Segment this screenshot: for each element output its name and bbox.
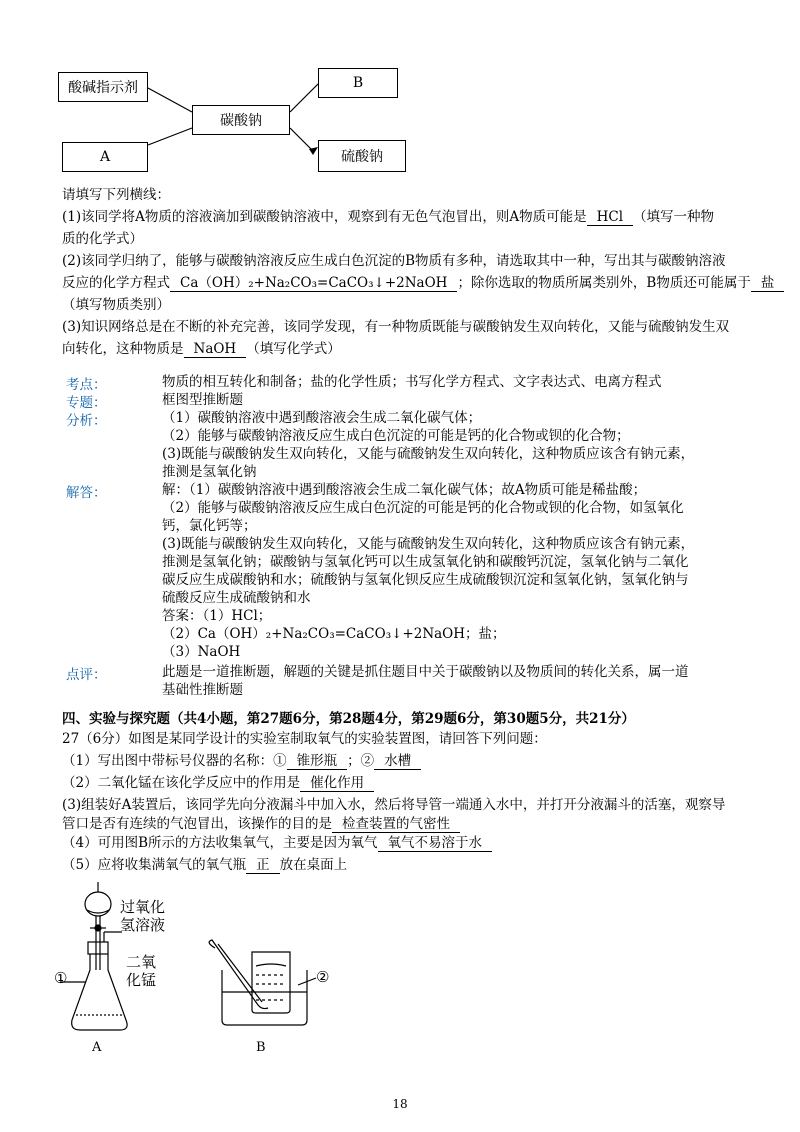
mark-2: ②	[316, 968, 330, 986]
answer-blank: 催化作用	[300, 776, 374, 792]
sodium-sulfate-box: 硫酸钠	[318, 140, 406, 172]
q27-part5: （5）应将收集满氧气的氧气瓶 正 放在桌面上	[62, 857, 348, 873]
q26-part2-line1: (2)该同学归纳了，能够与碳酸钠溶液反应生成白色沉淀的B物质有多种，请选取其中一种，写出其与碳酸钠溶液	[62, 253, 726, 269]
q26-part3-line1: (3)知识网络总是在不断的补充完善，该同学发现，有一种物质既能与碳酸钠发生双向转化，又能与硫酸钠发生双	[62, 319, 730, 335]
equation-blank: Ca（OH）₂+Na₂CO₃=CaCO₃↓+2NaOH	[170, 276, 457, 292]
section-heading: 四、实验与探究题（共4小题，第27题6分，第28题4分，第29题6分，第30题5分，共21分）	[62, 711, 635, 727]
answer-line: （3）NaOH	[162, 644, 241, 660]
q27-part3: 管口是否有连续的气泡冒出，该操作的目的是 检查装置的气密性	[62, 815, 460, 833]
page-number: 18	[392, 1097, 408, 1111]
q26-part1: (1)该同学将A物质的溶液滴加到碳酸钠溶液中，观察到有无色气泡冒出，则A物质可能是 HCl （填写一种物	[62, 209, 715, 225]
jieda-label: 解答：	[66, 485, 107, 501]
answer-blank: 检查装置的气密性	[332, 817, 460, 833]
q26-part1-cont: 质的化学式）	[62, 231, 143, 247]
q26-part2: 反应的化学方程式 Ca（OH）₂+Na₂CO₃=CaCO₃↓+2NaOH ；除你选取的物质所属类别外，B物质还可能属于 盐	[62, 274, 784, 292]
apparatus-drawing	[0, 870, 400, 1060]
answer-blank: NaOH	[184, 342, 247, 358]
answer-blank: HCl	[587, 210, 633, 226]
jieda-line: （2）能够与碳酸钠溶液反应生成白色沉淀的可能是钙的化合物或钡的化合物，如氢氧化	[162, 500, 684, 516]
fenxi-line: 推测是氢氧化钠	[162, 464, 257, 480]
dianping-line: 此题是一道推断题，解题的关键是抓住题目中关于碳酸钠以及物质间的转化关系，属一道	[162, 664, 689, 680]
kaodian-label: 考点：	[66, 377, 107, 393]
zhuanti-text: 框图型推断题	[162, 392, 243, 408]
q27-part1: （1）写出图中带标号仪器的名称：① 锥形瓶 ；② 水槽	[62, 752, 421, 770]
q27-part3-line1: (3)组装好A装置后，该同学先向分液漏斗中加入水，然后将导管一端通入水中，并打开分液漏斗的活塞，观察导	[62, 797, 726, 813]
apparatus-b	[209, 940, 316, 1025]
jieda-line: 碳反应生成碳酸钠和水；硫酸钠与氢氧化钡反应生成硫酸钡沉淀和氢氧化钠，氢氧化钠与	[162, 572, 689, 588]
jieda-line: 硫酸反应生成硫酸钠和水	[162, 590, 311, 606]
fenxi-line: （1）碳酸钠溶液中遇到酸溶液会生成二氧化碳气体；	[162, 410, 482, 426]
answer-blank: 氧气不易溶于水	[378, 836, 493, 852]
answer-blank: 盐	[751, 276, 785, 292]
answer-blank: 锥形瓶	[287, 754, 348, 770]
q26-part3: 向转化，这种物质是 NaOH （填写化学式）	[62, 341, 341, 357]
apparatus-a	[60, 882, 127, 1030]
q26-intro: 请填写下列横线：	[62, 187, 170, 203]
answer-blank: 正	[246, 858, 280, 874]
fenxi-line: (3)既能与碳酸钠发生双向转化，又能与硫酸钠发生双向转化，这种物质应该含有钠元素，	[162, 446, 695, 462]
dianping-label: 点评：	[66, 667, 107, 683]
b-box: B	[318, 68, 398, 98]
a-box: A	[62, 142, 148, 172]
fenxi-line: （2）能够与碳酸钠溶液反应生成白色沉淀的可能是钙的化合物或钡的化合物；	[162, 428, 630, 444]
dianping-line: 基础性推断题	[162, 682, 243, 698]
jieda-line: 钙，氯化钙等；	[162, 518, 257, 534]
label-mno2-2: 化锰	[126, 971, 157, 989]
jieda-line: 推测是氢氧化钠；碳酸钠与氢氧化钙可以生成氢氧化钠和碳酸钙沉淀，氢氧化钠与二氧化	[162, 554, 689, 570]
jieda-line: (3)既能与碳酸钠发生双向转化，又能与硫酸钠发生双向转化，这种物质应该含有钠元素，	[162, 536, 695, 552]
q26-part2-cont: （填写物质类别）	[62, 297, 170, 313]
q27-intro: 27（6分）如图是某同学设计的实验室制取氧气的实验装置图，请回答下列问题：	[62, 731, 547, 747]
q27-part2: （2）二氧化锰在该化学反应中的作用是 催化作用	[62, 774, 374, 792]
fenxi-label: 分析：	[66, 413, 107, 429]
label-h2o2-2: 氢溶液	[120, 916, 166, 934]
mark-1: ①	[54, 969, 68, 987]
zhuanti-label: 专题：	[66, 395, 107, 411]
jieda-line: 解：（1）碳酸钠溶液中遇到酸溶液会生成二氧化碳气体；故A物质可能是稀盐酸；	[162, 482, 647, 498]
kaodian-text: 物质的相互转化和制备；盐的化学性质；书写化学方程式、文字表达式、电离方程式	[162, 374, 662, 390]
answer-line: （2）Ca（OH）₂+Na₂CO₃=CaCO₃↓+2NaOH；盐；	[162, 626, 506, 642]
label-h2o2: 过氧化	[120, 898, 166, 916]
answer-blank: 水槽	[374, 754, 421, 770]
label-a: A	[92, 1040, 102, 1055]
label-mno2: 二氧	[126, 953, 157, 971]
sodium-carbonate-box: 碳酸钠	[192, 105, 290, 135]
q27-part4: （4）可用图B所示的方法收集氧气，主要是因为氧气 氧气不易溶于水	[62, 834, 492, 852]
indicator-box: 酸碱指示剂	[58, 72, 148, 102]
label-b: B	[256, 1040, 266, 1055]
answer-head: 答案：（1）HCl；	[162, 608, 272, 624]
